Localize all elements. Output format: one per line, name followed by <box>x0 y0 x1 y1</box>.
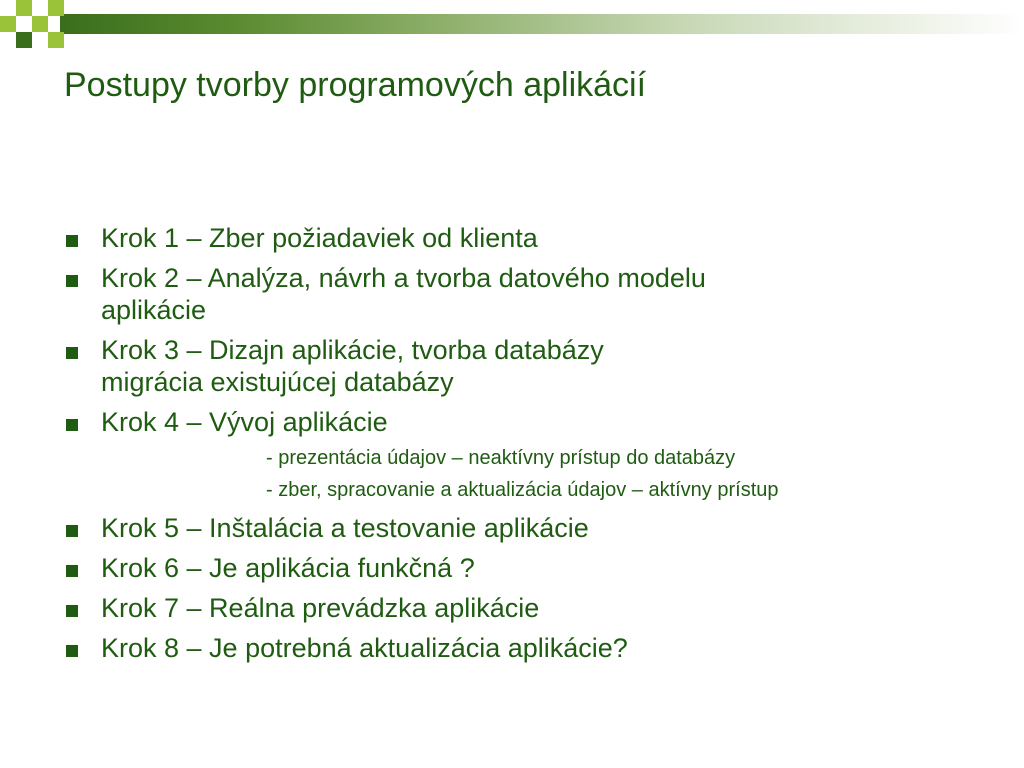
square-bullet-icon <box>66 275 78 287</box>
list-item-line: Krok 8 – Je potrebná aktualizácia aplikácie? <box>101 633 628 663</box>
square-bullet-icon <box>66 525 78 537</box>
square-bullet-icon <box>66 347 78 359</box>
list-item <box>64 552 1004 584</box>
decor-square <box>48 32 64 48</box>
list-item-line: Krok 2 – Analýza, návrh a tvorba datového modelu <box>101 263 706 293</box>
decor-square <box>0 16 16 32</box>
list-item-line: Krok 5 – Inštalácia a testovanie aplikácie <box>101 513 589 543</box>
list-item-line: Krok 6 – Je aplikácia funkčná ? <box>101 553 475 583</box>
list-item <box>64 512 1004 544</box>
decor-square <box>16 0 32 16</box>
square-bullet-icon <box>66 235 78 247</box>
list-item-line: Krok 7 – Reálna prevádzka aplikácie <box>101 593 540 623</box>
square-bullet-icon <box>66 645 78 657</box>
list-item-line: Krok 1 – Zber požiadaviek od klienta <box>101 223 538 253</box>
sub-item: - prezentácia údajov – neaktívny prístup do databázy <box>266 447 736 469</box>
list-item-line: Krok 4 – Vývoj aplikácie <box>101 407 388 437</box>
list-item <box>64 334 1004 398</box>
list-item <box>64 632 1004 664</box>
gradient-bar <box>60 14 1024 34</box>
sub-list <box>64 442 1004 506</box>
decor-square <box>16 32 32 48</box>
list-item <box>64 222 1004 254</box>
square-bullet-icon <box>66 419 78 431</box>
decor-square <box>48 0 64 16</box>
list-item <box>64 592 1004 624</box>
list-item <box>64 262 1004 326</box>
slide-title: Postupy tvorby programových aplikácií <box>64 66 647 104</box>
square-bullet-icon <box>66 565 78 577</box>
decorative-header <box>0 0 1024 48</box>
list-item-line: migrácia existujúcej databázy <box>101 367 454 397</box>
decor-square <box>32 16 48 32</box>
list-item-line: aplikácie <box>101 295 207 325</box>
slide-content <box>64 222 1004 672</box>
sub-item: - zber, spracovanie a aktualizácia údajov – aktívny prístup <box>266 479 779 501</box>
square-bullet-icon <box>66 605 78 617</box>
list-item-line: Krok 3 – Dizajn aplikácie, tvorba databázy <box>101 335 604 365</box>
list-item <box>64 406 1004 438</box>
